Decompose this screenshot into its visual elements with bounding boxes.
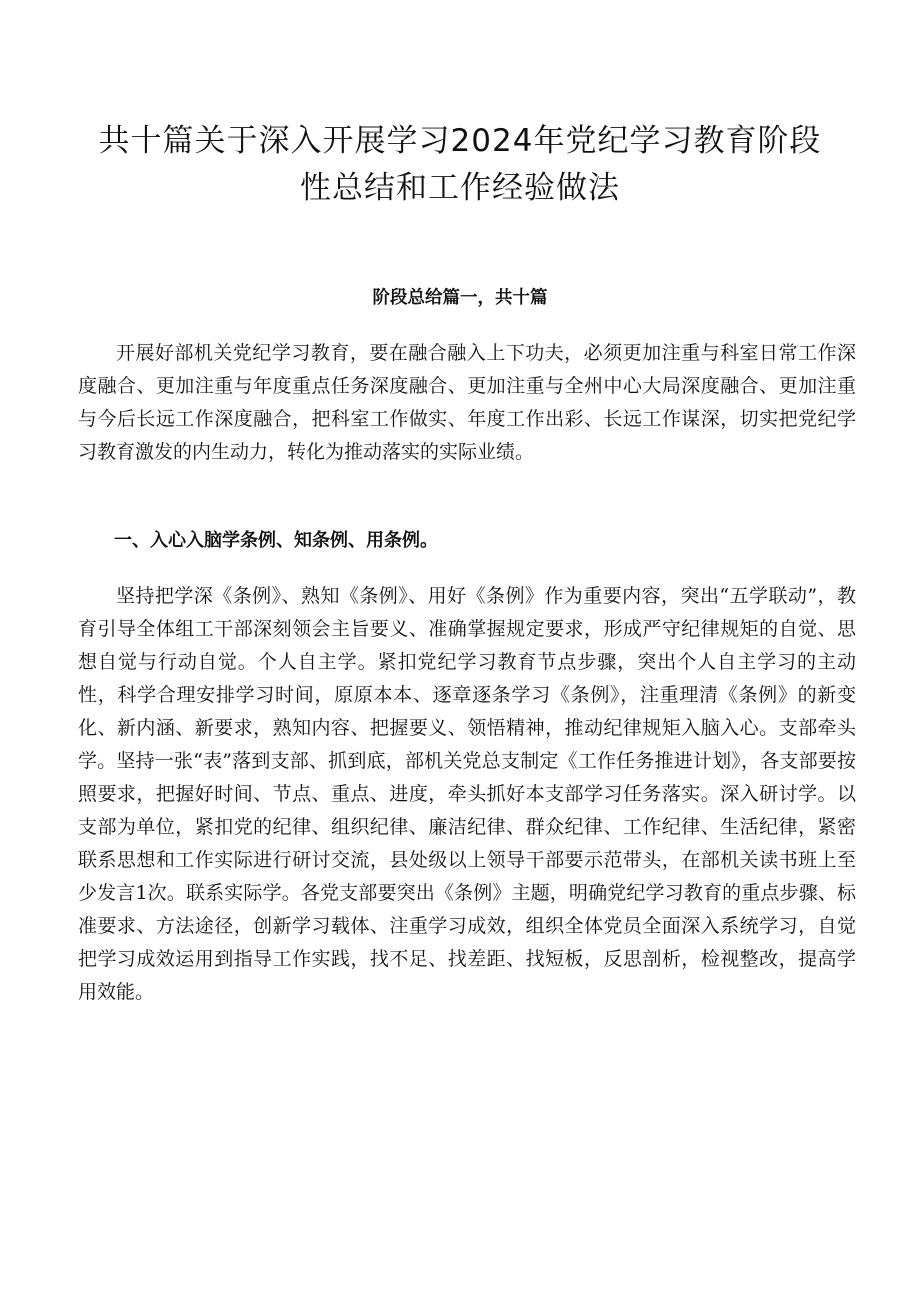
section-heading: 阶段总给篇一，共十篇: [372, 288, 548, 308]
body-paragraph: 坚持把学深《条例》、熟知《条例》、用好《条例》作为重要内容，突出“五学联动”，教育引导全体组工干部深刻领会主旨要义、准确掌握规定要求，形成严守纪律规矩的自觉、思想自觉与行动自觉。个人自主学。紧扣党纪学习教育节点步骤，突出个人自主学习的主动性，科学合理安排学习时间，原原本本、逐章逐条学习《条例》，注重理清《条例》的新变化、新内涵、新要求，熟知内容、把握要义、领悟精神，推动纪律规矩入脑入心。支部牵头学。坚持一张“表”落到支部、抓到底，部机关党总支制定《工作任务推进计划》，各支部要按照要求，把握好时间、节点、重点、进度，牵头抓好本支部学习任务落实。深入研讨学。以支部为单位，紧扣党的纪律、组织纪律、廉洁纪律、群众纪律、工作纪律、生活纪律，紧密联系思想和工作实际进行研讨交流，县处级以上领导干部要示范带头，在部机关读书班上至少发言1次。联系实际学。各党支部要突出《条例》主题，明确党纪学习教育的重点步骤、标准要求、方法途径，创新学习载体、注重学习成效，组织全体党员全面深入系统学习，自觉把学习成效运用到指导工作实践，找不足、找差距、找短板，反思剖析，检视整改，提高学用效能。: [78, 585, 856, 1003]
intro-paragraph: 开展好部机关党纪学习教育，要在融合融入上下功夫，必须更加注重与科室日常工作深度融合、更加注重与年度重点任务深度融合、更加注重与全州中心大局深度融合、更加注重与今后长远工作深度融合，把科室工作做实、年度工作出彩、长远工作谋深，切实把党纪学习教育激发的内生动力，转化为推动落实的实际业绩。: [78, 342, 856, 463]
document-title: [60, 118, 860, 212]
document-title-line-2: 性总结和工作经验做法: [300, 170, 620, 206]
document-title-line-1: 共十篇关于深入开展学习2024年党纪学习教育阶段: [98, 123, 822, 159]
subheading-1: 一、入心入脑学条例、知条例、用条例。: [114, 530, 438, 551]
